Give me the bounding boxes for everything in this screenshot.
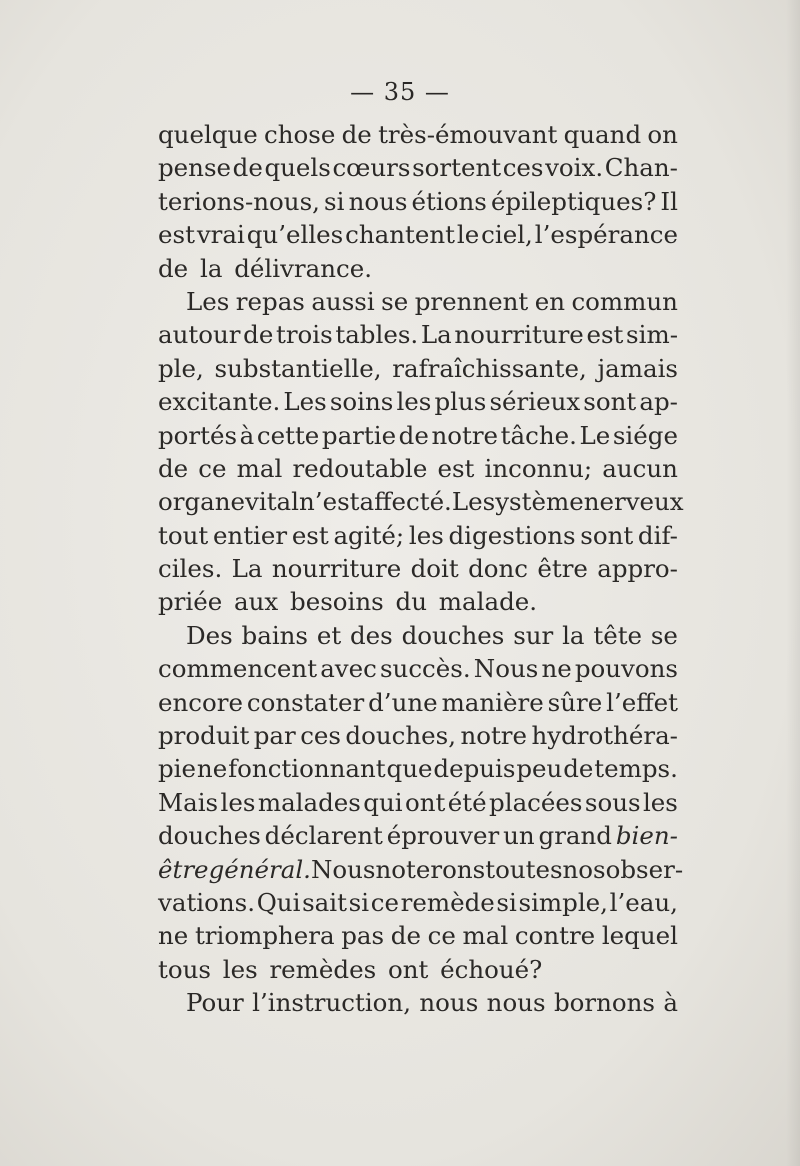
word: Les xyxy=(283,387,327,417)
text-line xyxy=(158,218,678,251)
word: contre xyxy=(514,921,596,951)
word: prennent xyxy=(414,286,529,316)
word: produit xyxy=(158,721,250,751)
word: de xyxy=(398,420,429,450)
word: étions xyxy=(411,186,487,216)
word: repas xyxy=(235,286,305,316)
word: ne xyxy=(541,654,572,684)
word: si xyxy=(348,887,370,917)
word: dif- xyxy=(637,520,678,550)
word: l’effet xyxy=(606,687,678,717)
word: rafraîchissante, xyxy=(392,353,587,383)
word: aussi xyxy=(311,286,375,316)
word: nous xyxy=(348,186,408,216)
word: sont xyxy=(580,520,634,550)
word: l’espérance xyxy=(534,220,678,250)
word: pouvons xyxy=(574,654,678,684)
word: cœurs xyxy=(332,153,411,183)
text-line xyxy=(158,619,678,652)
word: être xyxy=(158,854,209,884)
word: bains xyxy=(241,620,309,650)
word: sous xyxy=(584,787,641,817)
word: de xyxy=(390,921,421,951)
word: quels xyxy=(264,153,331,183)
word: douches xyxy=(401,620,505,650)
word: Nous xyxy=(310,854,376,884)
word: se xyxy=(381,286,409,316)
page-edge-shadow xyxy=(786,0,800,1166)
word: général. xyxy=(208,854,311,884)
word: n’est xyxy=(299,487,360,517)
word: succès. xyxy=(379,654,471,684)
text-line xyxy=(158,719,678,752)
word: ont xyxy=(405,787,446,817)
text-line xyxy=(158,853,684,886)
word: de xyxy=(563,754,594,784)
word: vations. xyxy=(158,887,256,917)
word: les xyxy=(222,954,258,984)
word: quelque xyxy=(158,120,258,149)
word: chose xyxy=(264,120,336,149)
word: noterons xyxy=(375,854,486,884)
word: les xyxy=(408,520,444,550)
word: sim- xyxy=(626,320,678,350)
word: ap- xyxy=(639,387,678,417)
word: appro- xyxy=(597,554,678,584)
word: sur xyxy=(513,620,554,650)
word: depuis xyxy=(433,754,516,784)
word: délivrance. xyxy=(234,253,373,283)
word: digestions xyxy=(448,520,576,550)
word: doit xyxy=(410,554,459,584)
word: voix. xyxy=(545,153,604,183)
word: inconnu; xyxy=(484,453,593,483)
word: nourriture xyxy=(454,320,584,350)
word: la xyxy=(562,620,585,650)
word: les xyxy=(220,787,256,817)
text-line xyxy=(158,419,678,452)
word: malade. xyxy=(438,587,538,617)
word: ne xyxy=(196,754,228,784)
word: substantielle, xyxy=(214,353,382,383)
word: est xyxy=(586,320,624,350)
word: vrai xyxy=(196,220,245,250)
word: Mais xyxy=(158,787,219,817)
word: d’une xyxy=(368,687,438,717)
word: temps. xyxy=(594,754,678,784)
word: ciel, xyxy=(481,220,533,250)
word: du xyxy=(395,587,427,617)
word: les xyxy=(642,787,678,817)
word: se xyxy=(650,620,678,650)
word: tout xyxy=(158,520,209,550)
word: les xyxy=(396,387,432,417)
word: des xyxy=(350,620,393,650)
word: portés xyxy=(158,420,238,450)
word: trois xyxy=(275,320,333,350)
word: autour xyxy=(158,320,241,350)
word: Les xyxy=(186,286,230,316)
word: Nous xyxy=(473,654,539,684)
word: sérieux xyxy=(489,387,581,417)
word: la xyxy=(199,253,223,283)
word: affecté. xyxy=(359,487,452,517)
word: Il xyxy=(660,186,678,216)
word: malades xyxy=(257,787,361,817)
word: constater xyxy=(246,687,365,717)
word: siége xyxy=(612,420,678,450)
word: placées xyxy=(489,787,583,817)
word: Le xyxy=(451,487,483,517)
text-line xyxy=(158,151,678,184)
word: à xyxy=(239,420,255,450)
word: besoins xyxy=(290,587,384,617)
word: quand xyxy=(563,120,642,149)
word: ces xyxy=(502,153,544,183)
word: échoué? xyxy=(440,954,543,984)
word: chantent xyxy=(345,220,455,250)
body-text xyxy=(158,118,684,1020)
text-line xyxy=(158,552,678,585)
word: on xyxy=(647,120,678,149)
word: de xyxy=(232,153,263,183)
word: Qui xyxy=(256,887,301,917)
word: grand xyxy=(538,821,612,851)
word: encore xyxy=(158,687,243,717)
text-line xyxy=(158,318,678,351)
text-line xyxy=(158,919,678,952)
text-line xyxy=(158,986,678,1019)
word: aux xyxy=(234,587,279,617)
word: très-émouvant xyxy=(378,120,558,149)
word: que xyxy=(386,754,433,784)
word: sont xyxy=(583,387,637,417)
word: ne xyxy=(158,921,189,951)
text-line xyxy=(158,752,678,785)
word: de xyxy=(158,253,189,283)
word: sait xyxy=(302,887,347,917)
text-line xyxy=(158,485,684,518)
word: Pour xyxy=(186,988,244,1018)
word: ce xyxy=(370,887,399,917)
word: obser- xyxy=(605,854,684,884)
word: nourriture xyxy=(271,554,402,584)
word: redoutable xyxy=(292,453,428,483)
word: pas xyxy=(341,921,385,951)
word: ciles. xyxy=(158,554,223,584)
word: être xyxy=(537,554,588,584)
word: Chan- xyxy=(604,153,678,183)
word: entier xyxy=(212,520,288,550)
word: sûre xyxy=(547,687,603,717)
word: été xyxy=(447,787,487,817)
word: peu xyxy=(516,754,563,784)
word: qui xyxy=(363,787,403,817)
word: mal xyxy=(462,921,509,951)
text-line xyxy=(158,452,678,485)
word: triomphera xyxy=(194,921,335,951)
word: l’instruction, xyxy=(252,988,411,1018)
word: de xyxy=(243,320,274,350)
text-line xyxy=(158,953,678,986)
text-line xyxy=(158,285,678,318)
word: priée xyxy=(158,587,223,617)
word: nerveux xyxy=(583,487,684,517)
word: douches xyxy=(158,821,261,851)
text-line xyxy=(158,686,678,719)
word: de xyxy=(341,120,372,149)
word: plus xyxy=(434,387,487,417)
word: simple, xyxy=(518,887,608,917)
word: avec xyxy=(320,654,377,684)
word: manière xyxy=(441,687,544,717)
word: agité; xyxy=(333,520,405,550)
word: ce xyxy=(198,453,227,483)
word: nos xyxy=(562,854,606,884)
word: vital xyxy=(245,487,299,517)
word: ce xyxy=(427,921,456,951)
word: aucun xyxy=(602,453,678,483)
word: tables. xyxy=(335,320,419,350)
text-line xyxy=(158,252,678,285)
word: La xyxy=(231,554,263,584)
word: nous xyxy=(419,988,479,1018)
word: organe xyxy=(158,487,246,517)
word: commencent xyxy=(158,654,318,684)
word: l’eau, xyxy=(609,887,678,917)
text-line xyxy=(158,519,678,552)
word: est xyxy=(158,220,195,250)
word: excitante. xyxy=(158,387,281,417)
word: est xyxy=(437,453,475,483)
word: de xyxy=(158,453,189,483)
word: si xyxy=(324,186,345,216)
word: déclarent xyxy=(264,821,383,851)
word: soins xyxy=(329,387,394,417)
word: terions-nous, xyxy=(158,186,320,216)
text-line xyxy=(158,786,678,819)
word: toutes xyxy=(485,854,563,884)
word: fonctionnant xyxy=(228,754,386,784)
word: qu’elles xyxy=(246,220,344,250)
word: bornons xyxy=(553,988,655,1018)
word: éprouver xyxy=(386,821,500,851)
word: notre xyxy=(460,721,528,751)
word: un xyxy=(503,821,535,851)
text-line xyxy=(158,185,678,218)
text-line xyxy=(158,352,678,385)
text-line xyxy=(158,385,678,418)
text-line xyxy=(158,652,678,685)
word: nous xyxy=(486,988,546,1018)
text-line xyxy=(158,585,678,618)
word: épileptiques? xyxy=(490,186,657,216)
word: système xyxy=(482,487,584,517)
word: hydrothéra- xyxy=(531,721,678,751)
word: Des xyxy=(186,620,233,650)
word: mal xyxy=(236,453,283,483)
word: pie xyxy=(158,754,197,784)
word: lequel xyxy=(601,921,678,951)
word: est xyxy=(291,520,329,550)
word: si xyxy=(496,887,517,917)
page-number: — 35 — xyxy=(350,78,450,106)
word: jamais xyxy=(597,353,678,383)
word: La xyxy=(420,320,452,350)
word: notre xyxy=(431,420,499,450)
word: cette xyxy=(256,420,320,450)
word: partie xyxy=(321,420,397,450)
word: tête xyxy=(593,620,643,650)
word: bien- xyxy=(615,821,678,851)
word: tâche. xyxy=(500,420,577,450)
word: le xyxy=(456,220,480,250)
word: et xyxy=(316,620,342,650)
text-line xyxy=(158,118,678,151)
word: sortent xyxy=(412,153,502,183)
word: en xyxy=(534,286,565,316)
word: remède xyxy=(400,887,495,917)
word: à xyxy=(663,988,678,1018)
word: douches, xyxy=(345,721,456,751)
word: pense xyxy=(158,153,232,183)
word: Le xyxy=(579,420,611,450)
word: commun xyxy=(571,286,678,316)
word: par xyxy=(253,721,296,751)
word: ple, xyxy=(158,353,204,383)
text-line xyxy=(158,819,678,852)
word: donc xyxy=(468,554,528,584)
word: remèdes xyxy=(269,954,377,984)
word: tous xyxy=(158,954,211,984)
text-line xyxy=(158,886,678,919)
word: ces xyxy=(300,721,341,751)
word: ont xyxy=(387,954,429,984)
